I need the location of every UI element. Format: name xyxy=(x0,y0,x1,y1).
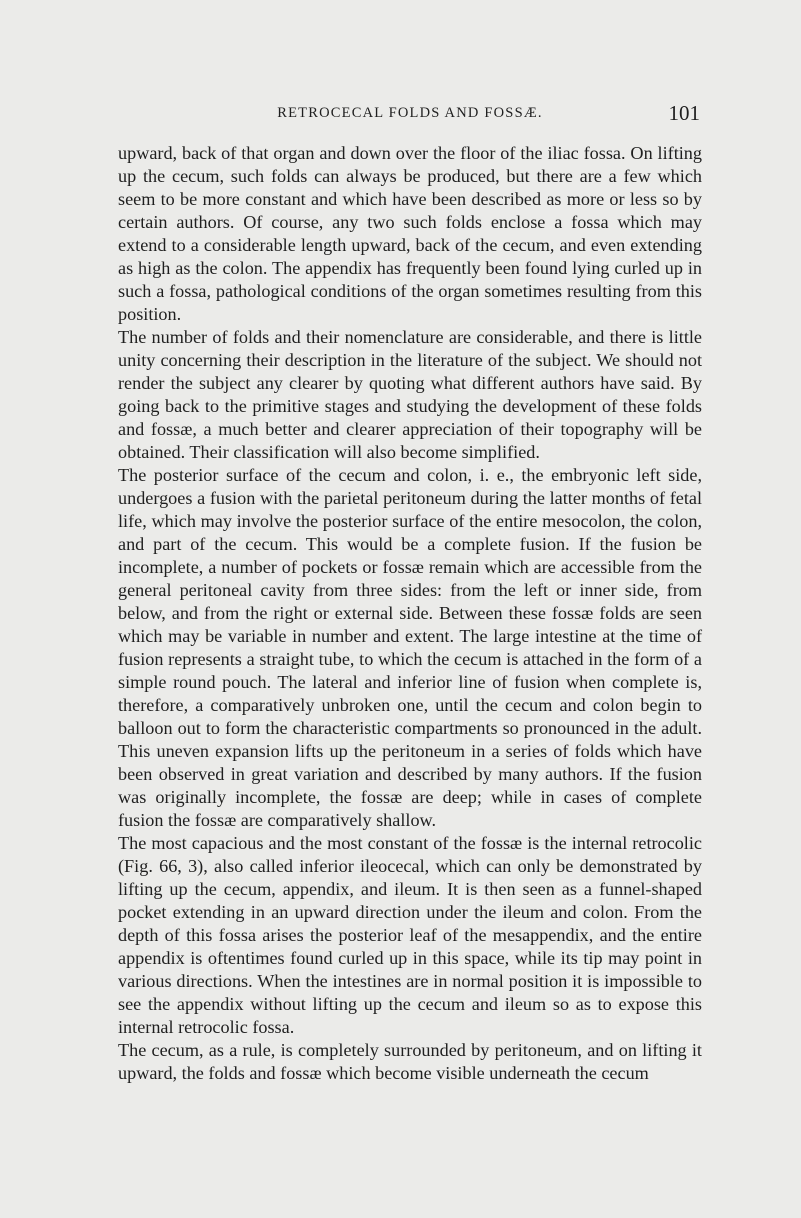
paragraph-5: The cecum, as a rule, is completely surrounded by peritoneum, and on lifting it upward, the folds and fossæ which become visible underneath the cecum xyxy=(118,1040,702,1083)
paragraph-1: upward, back of that organ and down over the floor of the iliac fossa. On lifting up the cecum, such folds can always be produced, but there are a few which seem to be more constant and which have been described as more or less so by certain authors. Of course, any two such folds enclose a fossa which may extend to a considerable length upward, back of the cecum, and even extending as high as the colon. The appendix has frequently been found lying curled up in such a fossa, pathological conditions of the organ sometimes resulting from this position. xyxy=(118,143,702,324)
paragraph-2: The number of folds and their nomenclature are considerable, and there is little unity concerning their description in the literature of the subject. We should not render the subject any clearer by quoting what different authors have said. By going back to the primitive stages and studying the development of these folds and fossæ, a much better and clearer appreciation of their topography will be obtained. Their classification will also become simplified. xyxy=(118,327,702,462)
paragraph-4: The most capacious and the most constant of the fossæ is the internal retrocolic (Fig. 66, 3), also called inferior ileocecal, which can only be demonstrated by lifting up the cecum, appendix, and ileum. It is then seen as a funnel-shaped pocket extending in an upward direction under the ileum and colon. From the depth of this fossa arises the posterior leaf of the mesappendix, and the entire appendix is oftentimes found curled up in this space, while its tip may point in various directions. When the intestines are in normal position it is impossible to see the appendix without lifting up the cecum and ileum so as to expose this internal retrocolic fossa. xyxy=(118,833,702,1037)
paragraph-3: The posterior surface of the cecum and colon, i. e., the embryonic left side, undergoes a fusion with the parietal peritoneum during the latter months of fetal life, which may involve the posterior surface of the entire mesocolon, the colon, and part of the cecum. This would be a complete fusion. If the fusion be incomplete, a number of pockets or fossæ remain which are accessible from the general peritoneal cavity from three sides: from the left or inner side, from below, and from the right or external side. Between these fossæ folds are seen which may be variable in number and extent. The large intestine at the time of fusion represents a straight tube, to which the cecum is attached in the form of a simple round pouch. The lateral and inferior line of fusion when complete is, therefore, a comparatively unbroken one, until the cecum and colon begin to balloon out to form the characteristic compartments so pronounced in the adult. This uneven expansion lifts up the peritoneum in a series of folds which have been observed in great variation and described by many authors. If the fusion was originally incomplete, the fossæ are deep; while in cases of complete fusion the fossæ are comparatively shallow. xyxy=(118,465,702,830)
page-header xyxy=(120,101,700,129)
page-number: 101 xyxy=(668,101,700,125)
running-head: RETROCECAL FOLDS AND FOSSÆ. xyxy=(277,105,543,121)
body-text xyxy=(118,142,702,1085)
